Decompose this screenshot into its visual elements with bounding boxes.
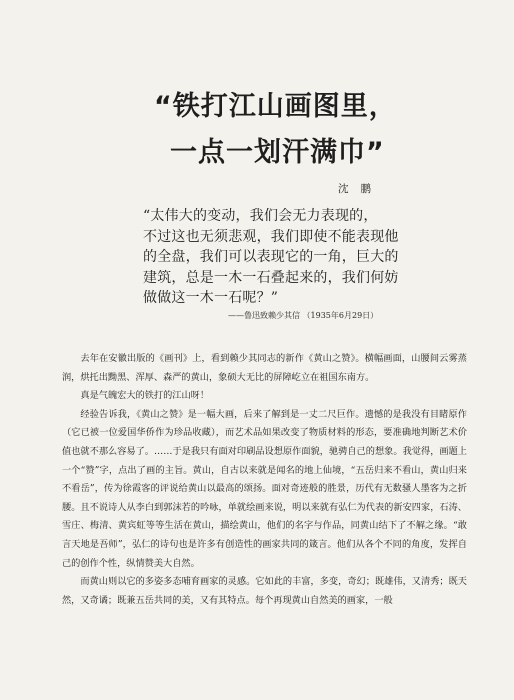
epigraph-line: 不过这也无须悲观，我们即使不能表现他 (143, 228, 399, 245)
article-body (62, 350, 467, 610)
epigraph-line: 建筑，总是一木一石叠起来的，我们何妨 (143, 269, 399, 286)
body-paragraph: 经验告诉我，《黄山之赞》是一幅大画，后来了解到是一丈二尺巨作。遗憾的是我没有目睹原作（它已被一位爱国华侨作为珍品收藏），而艺术品如果改变了物质材料的形态，要准确地判断艺术价值也就不那么容易了。……于是我只有面对印刷品设想原作面貌，驰骋自己的想象。我觉得，画题上一个“赞”字，点出了画的主旨。黄山，自古以来就是闻名的地上仙境，“五岳归来不看山，黄山归来不看岳”，传为徐霞客的评说给黄山以最高的颂扬。面对奇迹般的胜景，历代有无数骚人墨客为之折腰。且不说诗人从李白到郭沫若的吟咏，单就绘画来说，明以来就有弘仁为代表的新安四家，石涛、雪庄、梅清、黄宾虹等等生活在黄山，描绘黄山，他们的名字与作品，同黄山结下了不解之缘。“敢言天地是吾师”，弘仁的诗句也是许多有创造性的画家共同的箴言。他们从各个不同的角度，发挥自己的创作个性，纵情赞美大自然。 (62, 408, 467, 569)
epigraph-line: 做做这一木一石呢？” (143, 290, 279, 306)
epigraph-line: 的全盘，我们可以表现它的一角，巨大的 (143, 249, 399, 265)
author-name: 沈鹏 (338, 183, 383, 195)
title-line-2: 一点一划汗满巾” (170, 137, 385, 168)
title-line-1: “铁打江山画图里， (154, 91, 397, 122)
epigraph-source: ——鲁迅致赖少其信 （1935年6月29日） (228, 311, 379, 320)
epigraph-line: “太伟大的变动，我们会无力表现的， (143, 208, 378, 224)
body-paragraph: 而黄山则以它的多姿多态哺育画家的灵感。它如此的丰富，多变，奇幻；既雄伟，又清秀；既天然，又奇谲；既兼五岳共同的美，又有其特点。每个再现黄山自然美的画家，一般 (62, 576, 467, 606)
epigraph-quote (143, 206, 433, 309)
body-paragraph: 真是气魄宏大的铁打的江山呀！ (80, 390, 210, 402)
body-paragraph: 去年在安徽出版的《画刊》上，看到赖少其同志的新作《黄山之赞》。横幅画面，山腰间云雾蒸润，烘托出黝黑、浑厚、森严的黄山，象硕大无比的屏障屹立在祖国东南方。 (62, 353, 467, 383)
